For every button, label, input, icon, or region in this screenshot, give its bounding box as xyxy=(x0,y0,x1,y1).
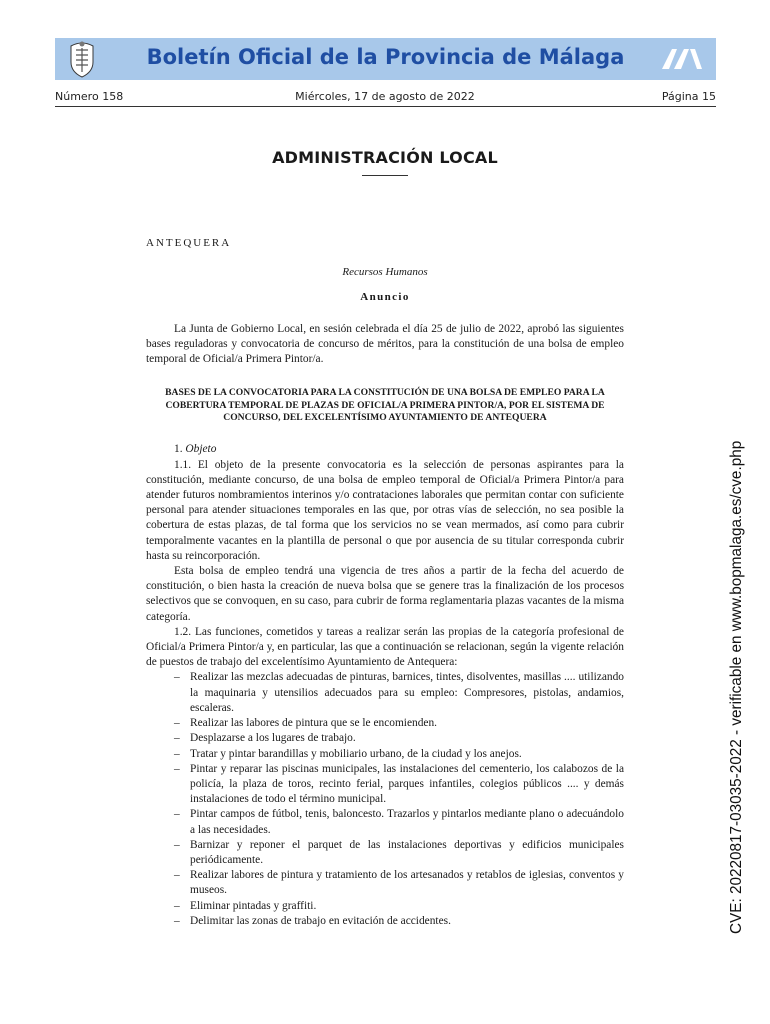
section-title: ADMINISTRACIÓN LOCAL xyxy=(272,148,498,167)
paragraph-validity: Esta bolsa de empleo tendrá una vigencia de tres años a partir de la fecha del acuerdo de constitución, o bien hasta la creación de nueva bolsa que se genere tras la finalización de los procesos selectivos que se convoquen, en su caso, para cubrir de forma reglamentaria plazas vacantes de la misma categoría. xyxy=(146,565,624,623)
heading-title: Objeto xyxy=(185,443,217,456)
list-item: – Pintar campos de fútbol, tenis, baloncesto. Trazarlos y pintarlos mediante plano o adecuándolo a las necesidades. xyxy=(190,807,624,837)
issue-date: Miércoles, 17 de agosto de 2022 xyxy=(295,90,475,103)
list-item: – Barnizar y reponer el parquet de las instalaciones deportivas y edificios municipales periódicamente. xyxy=(190,838,624,868)
list-item: – Desplazarse a los lugares de trabajo. xyxy=(190,731,624,746)
heading-number: 1. xyxy=(174,443,183,456)
verification-note: CVE: 20220817-03035-2022 - verificable en www.bopmalaga.es/cve.php xyxy=(728,440,745,934)
list-item: – Tratar y pintar barandillas y mobiliario urbano, de la ciudad y los anejos. xyxy=(190,747,624,762)
list-item: – Realizar labores de pintura y tratamiento de los artesanados y retablos de iglesias, conventos y museos. xyxy=(190,868,624,898)
paragraph-1-1: 1.1. El objeto de la presente convocatoria es la selección de personas aspirantes para la constitución, mediante concurso, de una bolsa de empleo temporal de Oficial/a Primera Pintor/a para atender futuros nombramientos interinos y/o contrataciones laborales que permitan contar con suficiente personal para atender situaciones temporales en las que, por otras vías de selección, no sea posible la cobertura de estas plazas, de tal forma que los servicios no se vean mermados, así como para cubrir temporalmente vacantes en la plantilla de personal o que por ausencia de su titular corresponda cubrir hasta su reincorporación. xyxy=(146,458,624,562)
list-item: – Eliminar pintadas y graffiti. xyxy=(190,899,624,914)
section-underline xyxy=(362,175,408,176)
municipality: ANTEQUERA xyxy=(146,237,232,249)
bases-title: BASES DE LA CONVOCATORIA PARA LA CONSTITUCIÓN DE UNA BOLSA DE EMPLEO PARA LA COBERTURA TEMPORAL DE PLAZAS DE OFICIAL/A PRIMERA PINTOR/A, POR EL SISTEMA DE CONCURSO, DEL EXCELENTÍSIMO AYUNTAMIENTO DE ANTEQUERA xyxy=(165,387,605,424)
list-item: – Pintar y reparar las piscinas municipales, las instalaciones del cementerio, los calabozos de la policía, la plaza de toros, recinto ferial, parques infantiles, colegios públicos .... y demás instalaciones de todo el término municipal. xyxy=(190,762,624,808)
department: Recursos Humanos xyxy=(342,266,428,279)
header-divider xyxy=(55,106,716,107)
bulletin-title: Boletín Oficial de la Provincia de Málaga xyxy=(146,45,625,69)
bopma-logo-icon xyxy=(660,47,704,71)
list-item: – Realizar las mezclas adecuadas de pinturas, barnices, tintes, disolventes, masillas .... utilizando la maquinaria y utensilios adecuados para su empleo: Compresores, pistolas, andamios, escaleras. xyxy=(190,670,624,716)
document-type: Anuncio xyxy=(360,291,410,304)
paragraph-1-2: 1.2. Las funciones, cometidos y tareas a realizar serán las propias de la categoría profesional de Oficial/a Primera Pintor/a y, en particular, las que a continuación se relacionan, según la vigente relación de puestos de trabajo del excelentísimo Ayuntamiento de Antequera: xyxy=(146,625,624,669)
intro-paragraph: La Junta de Gobierno Local, en sesión celebrada el día 25 de julio de 2022, aprobó las siguientes bases reguladoras y convocatoria de concurso de méritos, para la constitución de una bolsa de empleo temporal de Oficial/a Primera Pintor/a. xyxy=(146,322,624,366)
list-item: – Realizar las labores de pintura que se le encomienden. xyxy=(190,716,624,731)
header-banner xyxy=(55,38,716,80)
document-body xyxy=(146,236,624,929)
task-list xyxy=(146,670,624,928)
section-heading xyxy=(146,442,624,457)
issue-number: Número 158 xyxy=(55,90,124,103)
page-number: Página 15 xyxy=(661,90,716,103)
list-item: – Delimitar las zonas de trabajo en evitación de accidentes. xyxy=(190,914,624,929)
